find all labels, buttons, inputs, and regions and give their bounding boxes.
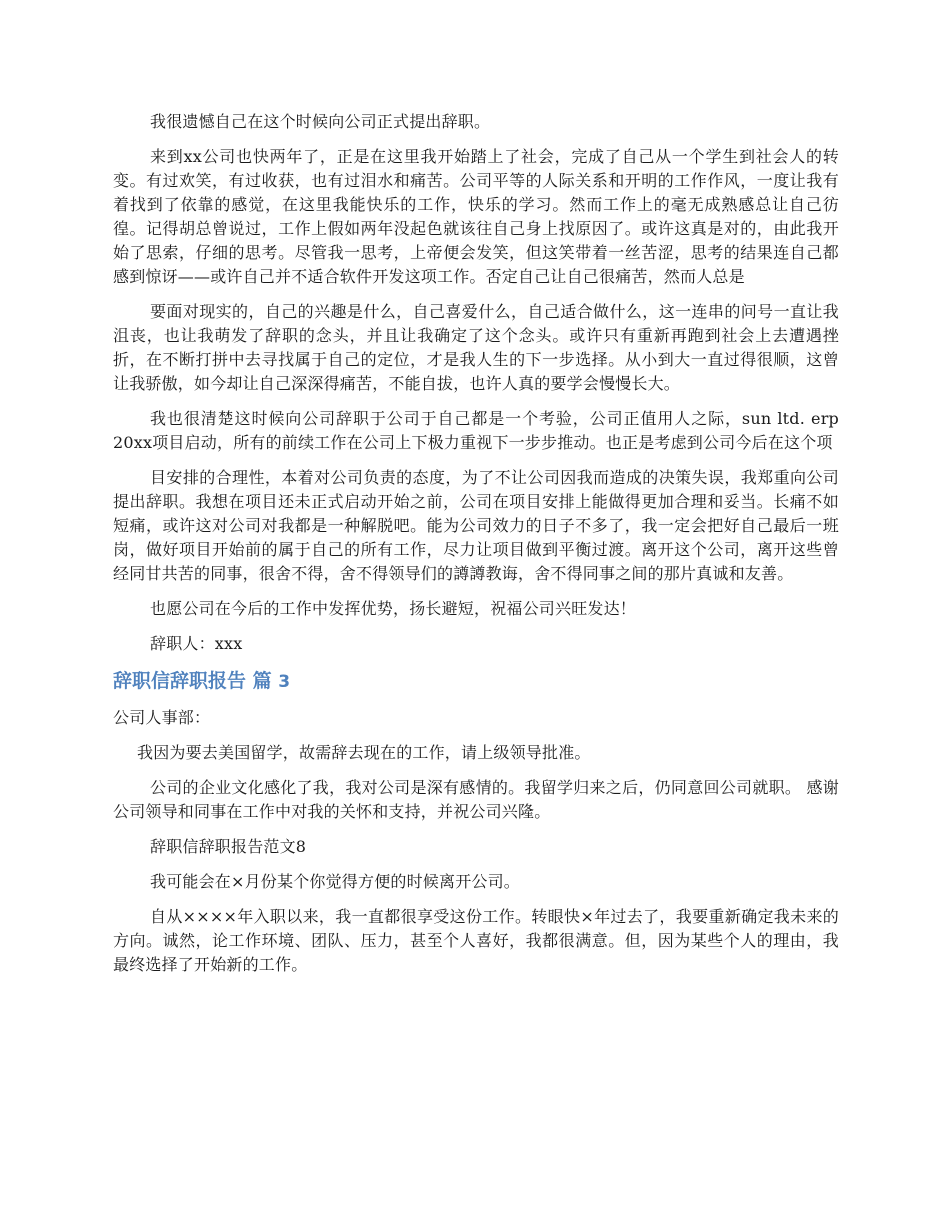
paragraph: 我可能会在×月份某个你觉得方便的时候离开公司。 (150, 872, 521, 891)
paragraph: 我因为要去美国留学，故需辞去现在的工作，请上级领导批准。 (137, 743, 591, 762)
paragraph: 要面对现实的，自己的兴趣是什么，自己喜爱什么，自己适合做什么，这一连串的问号一直让我沮丧，也让我萌发了辞职的念头，并且让我确定了这个念头。或许只有重新再跑到社会上去遭遇挫折，在不断打拼中去寻找属于自己的定位，才是我人生的下一步选择。从小到大一直过得很顺，这曾让我骄傲，如今却让自己深深得痛苦，不能自拔，也许人真的要学会慢慢长大。 (113, 302, 839, 393)
paragraph: 来到xx公司也快两年了，正是在这里我开始踏上了社会，完成了自己从一个学生到社会人的转变。有过欢笑，有过收获，也有过泪水和痛苦。公司平等的人际关系和开明的工作作风，一度让我有着找到了依靠的感觉，在这里我能快乐的工作，快乐的学习。然而工作上的毫无成熟感总让自己彷徨。记得胡总曾说过，工作上假如两年没起色就该往自己身上找原因了。或许这真是对的，由此我开始了思索，仔细的思考。尽管我一思考，上帝便会发笑，但这笑带着一丝苦涩，思考的结果连自己都感到惊讶——或许自己并不适合软件开发这项工作。否定自己让自己很痛苦，然而人总是 (113, 147, 839, 286)
salutation: 公司人事部： (113, 708, 211, 727)
section-heading (113, 667, 839, 696)
signature-line: 辞职人：xxx (150, 634, 243, 653)
paragraph: 我也很清楚这时候向公司辞职于公司于自己都是一个考验，公司正值用人之际，sun ltd. erp 20xx项目启动，所有的前续工作在公司上下极力重视下一步步推动。也正是考虑到公司今后在这个项 (113, 409, 839, 452)
section-heading-number: 3 (278, 672, 291, 692)
paragraph: 我很遗憾自己在这个时候向公司正式提出辞职。 (150, 112, 491, 131)
paragraph: 自从××××年入职以来，我一直都很享受这份工作。转眼快×年过去了，我要重新确定我未来的方向。诚然，论工作环境、团队、压力，甚至个人喜好，我都很满意。但，因为某些个人的理由，我最终选择了开始新的工作。 (113, 907, 839, 974)
paragraph: 目安排的合理性，本着对公司负责的态度，为了不让公司因我而造成的决策失误，我郑重向公司提出辞职。我想在项目还未正式启动开始之前，公司在项目安排上能做得更加合理和妥当。长痛不如短痛，或许这对公司对我都是一种解脱吧。能为公司效力的日子不多了，我一定会把好自己最后一班岗，做好项目开始前的属于自己的所有工作，尽力让项目做到平衡过渡。离开这个公司，离开这些曾经同甘共苦的同事，很舍不得，舍不得领导们的譐譐教诲，舍不得同事之间的那片真诚和友善。 (113, 468, 839, 583)
paragraph: 公司的企业文化感化了我，我对公司是深有感情的。我留学归来之后，仍同意回公司就职。 感谢公司领导和同事在工作中对我的关怀和支持，并祝公司兴隆。 (113, 778, 839, 821)
document-body (113, 110, 839, 988)
section-heading-title: 辞职信辞职报告 篇 (113, 670, 272, 692)
subheading: 辞职信辞职报告范文8 (150, 837, 307, 856)
paragraph: 也愿公司在今后的工作中发挥优势，扬长避短，祝福公司兴旺发达！ (150, 599, 637, 618)
